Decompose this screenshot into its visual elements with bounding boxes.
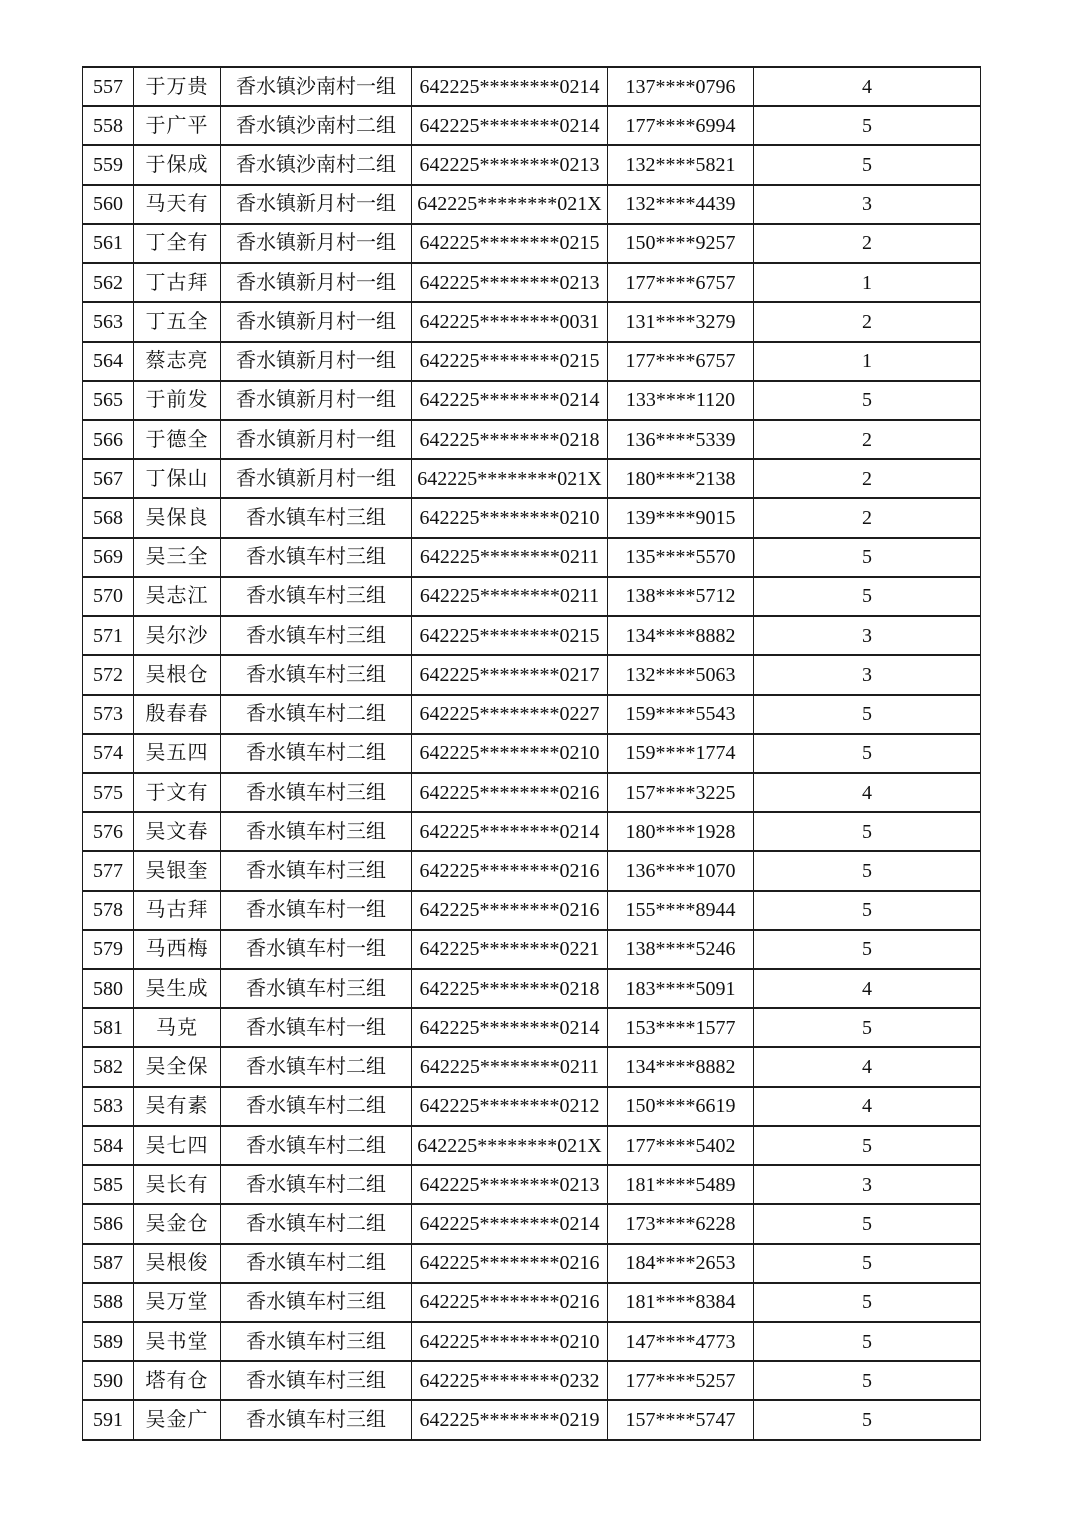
cell-serial-number: 565 bbox=[83, 381, 134, 420]
cell-person-name: 于德全 bbox=[134, 420, 221, 459]
cell-id-number: 642225********0216 bbox=[412, 1283, 608, 1322]
cell-count: 5 bbox=[754, 851, 981, 890]
cell-address: 香水镇车村二组 bbox=[221, 1126, 412, 1165]
cell-id-number: 642225********0219 bbox=[412, 1400, 608, 1440]
cell-serial-number: 562 bbox=[83, 263, 134, 302]
cell-serial-number: 569 bbox=[83, 538, 134, 577]
table-row bbox=[83, 381, 981, 420]
cell-phone-number: 173****6228 bbox=[608, 1204, 754, 1243]
cell-address: 香水镇车村三组 bbox=[221, 577, 412, 616]
cell-phone-number: 136****1070 bbox=[608, 851, 754, 890]
cell-phone-number: 139****9015 bbox=[608, 498, 754, 537]
table-row bbox=[83, 342, 981, 381]
cell-id-number: 642225********0214 bbox=[412, 1008, 608, 1047]
cell-phone-number: 181****5489 bbox=[608, 1165, 754, 1204]
cell-id-number: 642225********0214 bbox=[412, 812, 608, 851]
cell-person-name: 吴长有 bbox=[134, 1165, 221, 1204]
cell-id-number: 642225********0213 bbox=[412, 1165, 608, 1204]
cell-id-number: 642225********0218 bbox=[412, 420, 608, 459]
cell-serial-number: 557 bbox=[83, 67, 134, 106]
cell-count: 2 bbox=[754, 224, 981, 263]
cell-serial-number: 579 bbox=[83, 930, 134, 969]
table-row bbox=[83, 1087, 981, 1126]
cell-phone-number: 177****5257 bbox=[608, 1361, 754, 1400]
cell-id-number: 642225********021X bbox=[412, 459, 608, 498]
cell-address: 香水镇车村二组 bbox=[221, 1047, 412, 1086]
table-row bbox=[83, 577, 981, 616]
cell-person-name: 于广平 bbox=[134, 106, 221, 145]
cell-person-name: 马天有 bbox=[134, 185, 221, 224]
cell-address: 香水镇新月村一组 bbox=[221, 420, 412, 459]
cell-id-number: 642225********0216 bbox=[412, 891, 608, 930]
cell-id-number: 642225********021X bbox=[412, 185, 608, 224]
cell-address: 香水镇车村三组 bbox=[221, 1322, 412, 1361]
cell-serial-number: 583 bbox=[83, 1087, 134, 1126]
cell-address: 香水镇车村一组 bbox=[221, 891, 412, 930]
cell-count: 5 bbox=[754, 538, 981, 577]
cell-person-name: 吴根俊 bbox=[134, 1244, 221, 1283]
cell-count: 2 bbox=[754, 420, 981, 459]
cell-person-name: 吴全保 bbox=[134, 1047, 221, 1086]
cell-phone-number: 134****8882 bbox=[608, 1047, 754, 1086]
cell-person-name: 丁全有 bbox=[134, 224, 221, 263]
table-row bbox=[83, 1047, 981, 1086]
cell-serial-number: 589 bbox=[83, 1322, 134, 1361]
cell-person-name: 马西梅 bbox=[134, 930, 221, 969]
cell-address: 香水镇车村三组 bbox=[221, 1283, 412, 1322]
cell-phone-number: 153****1577 bbox=[608, 1008, 754, 1047]
cell-person-name: 丁五全 bbox=[134, 302, 221, 341]
cell-serial-number: 558 bbox=[83, 106, 134, 145]
cell-id-number: 642225********0232 bbox=[412, 1361, 608, 1400]
cell-count: 1 bbox=[754, 342, 981, 381]
cell-person-name: 吴文春 bbox=[134, 812, 221, 851]
cell-phone-number: 132****5821 bbox=[608, 145, 754, 184]
cell-count: 5 bbox=[754, 577, 981, 616]
cell-id-number: 642225********0215 bbox=[412, 342, 608, 381]
cell-id-number: 642225********0214 bbox=[412, 1204, 608, 1243]
cell-address: 香水镇新月村一组 bbox=[221, 302, 412, 341]
cell-count: 4 bbox=[754, 969, 981, 1008]
cell-phone-number: 155****8944 bbox=[608, 891, 754, 930]
cell-id-number: 642225********0216 bbox=[412, 773, 608, 812]
cell-serial-number: 591 bbox=[83, 1400, 134, 1440]
cell-phone-number: 183****5091 bbox=[608, 969, 754, 1008]
table-row bbox=[83, 420, 981, 459]
cell-serial-number: 578 bbox=[83, 891, 134, 930]
cell-address: 香水镇车村三组 bbox=[221, 616, 412, 655]
cell-phone-number: 180****1928 bbox=[608, 812, 754, 851]
table-row bbox=[83, 695, 981, 734]
cell-serial-number: 567 bbox=[83, 459, 134, 498]
cell-person-name: 吴保良 bbox=[134, 498, 221, 537]
cell-id-number: 642225********0210 bbox=[412, 498, 608, 537]
cell-id-number: 642225********0218 bbox=[412, 969, 608, 1008]
cell-phone-number: 157****3225 bbox=[608, 773, 754, 812]
table-row bbox=[83, 302, 981, 341]
cell-id-number: 642225********0227 bbox=[412, 695, 608, 734]
cell-id-number: 642225********0216 bbox=[412, 1244, 608, 1283]
table-row bbox=[83, 185, 981, 224]
cell-person-name: 马古拜 bbox=[134, 891, 221, 930]
cell-phone-number: 133****1120 bbox=[608, 381, 754, 420]
cell-address: 香水镇新月村一组 bbox=[221, 263, 412, 302]
cell-serial-number: 588 bbox=[83, 1283, 134, 1322]
cell-address: 香水镇车村二组 bbox=[221, 1244, 412, 1283]
table-row bbox=[83, 224, 981, 263]
cell-id-number: 642225********0211 bbox=[412, 538, 608, 577]
cell-phone-number: 180****2138 bbox=[608, 459, 754, 498]
cell-serial-number: 559 bbox=[83, 145, 134, 184]
cell-count: 5 bbox=[754, 1008, 981, 1047]
table-row bbox=[83, 1322, 981, 1361]
cell-count: 3 bbox=[754, 1165, 981, 1204]
cell-person-name: 吴五四 bbox=[134, 734, 221, 773]
cell-phone-number: 177****6994 bbox=[608, 106, 754, 145]
cell-address: 香水镇车村三组 bbox=[221, 538, 412, 577]
cell-address: 香水镇车村二组 bbox=[221, 1087, 412, 1126]
cell-person-name: 丁古拜 bbox=[134, 263, 221, 302]
cell-count: 5 bbox=[754, 1244, 981, 1283]
cell-person-name: 吴生成 bbox=[134, 969, 221, 1008]
cell-id-number: 642225********0215 bbox=[412, 616, 608, 655]
cell-id-number: 642225********021X bbox=[412, 1126, 608, 1165]
cell-serial-number: 566 bbox=[83, 420, 134, 459]
roster-body bbox=[83, 67, 981, 1440]
cell-serial-number: 574 bbox=[83, 734, 134, 773]
cell-person-name: 于万贵 bbox=[134, 67, 221, 106]
cell-person-name: 于前发 bbox=[134, 381, 221, 420]
cell-address: 香水镇车村二组 bbox=[221, 1165, 412, 1204]
cell-person-name: 于文有 bbox=[134, 773, 221, 812]
cell-id-number: 642225********0210 bbox=[412, 1322, 608, 1361]
cell-serial-number: 570 bbox=[83, 577, 134, 616]
cell-count: 4 bbox=[754, 1087, 981, 1126]
cell-phone-number: 177****5402 bbox=[608, 1126, 754, 1165]
cell-serial-number: 568 bbox=[83, 498, 134, 537]
cell-address: 香水镇沙南村二组 bbox=[221, 106, 412, 145]
table-row bbox=[83, 106, 981, 145]
table-row bbox=[83, 1361, 981, 1400]
cell-address: 香水镇车村二组 bbox=[221, 695, 412, 734]
cell-serial-number: 581 bbox=[83, 1008, 134, 1047]
cell-address: 香水镇车村三组 bbox=[221, 773, 412, 812]
table-row bbox=[83, 851, 981, 890]
cell-count: 3 bbox=[754, 616, 981, 655]
cell-person-name: 吴金广 bbox=[134, 1400, 221, 1440]
cell-person-name: 吴志江 bbox=[134, 577, 221, 616]
cell-phone-number: 150****9257 bbox=[608, 224, 754, 263]
cell-serial-number: 563 bbox=[83, 302, 134, 341]
cell-address: 香水镇车村二组 bbox=[221, 1204, 412, 1243]
cell-person-name: 吴尔沙 bbox=[134, 616, 221, 655]
cell-count: 5 bbox=[754, 1283, 981, 1322]
cell-phone-number: 177****6757 bbox=[608, 342, 754, 381]
cell-person-name: 吴根仓 bbox=[134, 655, 221, 694]
cell-id-number: 642225********0213 bbox=[412, 145, 608, 184]
cell-person-name: 殷春春 bbox=[134, 695, 221, 734]
cell-phone-number: 138****5712 bbox=[608, 577, 754, 616]
roster-table bbox=[82, 66, 981, 1441]
cell-phone-number: 147****4773 bbox=[608, 1322, 754, 1361]
cell-phone-number: 159****1774 bbox=[608, 734, 754, 773]
cell-phone-number: 135****5570 bbox=[608, 538, 754, 577]
cell-count: 2 bbox=[754, 302, 981, 341]
cell-address: 香水镇车村三组 bbox=[221, 851, 412, 890]
cell-person-name: 吴银奎 bbox=[134, 851, 221, 890]
cell-id-number: 642225********0215 bbox=[412, 224, 608, 263]
cell-person-name: 吴金仓 bbox=[134, 1204, 221, 1243]
cell-phone-number: 132****4439 bbox=[608, 185, 754, 224]
cell-person-name: 吴七四 bbox=[134, 1126, 221, 1165]
cell-phone-number: 181****8384 bbox=[608, 1283, 754, 1322]
cell-serial-number: 586 bbox=[83, 1204, 134, 1243]
cell-id-number: 642225********0212 bbox=[412, 1087, 608, 1126]
cell-id-number: 642225********0217 bbox=[412, 655, 608, 694]
cell-id-number: 642225********0211 bbox=[412, 577, 608, 616]
cell-id-number: 642225********0221 bbox=[412, 930, 608, 969]
table-row bbox=[83, 930, 981, 969]
cell-address: 香水镇新月村一组 bbox=[221, 459, 412, 498]
cell-count: 5 bbox=[754, 734, 981, 773]
cell-address: 香水镇车村一组 bbox=[221, 930, 412, 969]
cell-address: 香水镇新月村一组 bbox=[221, 342, 412, 381]
table-row bbox=[83, 538, 981, 577]
cell-phone-number: 136****5339 bbox=[608, 420, 754, 459]
cell-serial-number: 573 bbox=[83, 695, 134, 734]
table-row bbox=[83, 812, 981, 851]
table-row bbox=[83, 1283, 981, 1322]
cell-person-name: 蔡志亮 bbox=[134, 342, 221, 381]
cell-phone-number: 131****3279 bbox=[608, 302, 754, 341]
cell-person-name: 吴万堂 bbox=[134, 1283, 221, 1322]
cell-count: 5 bbox=[754, 1204, 981, 1243]
cell-address: 香水镇车村一组 bbox=[221, 1008, 412, 1047]
cell-count: 5 bbox=[754, 381, 981, 420]
cell-id-number: 642225********0216 bbox=[412, 851, 608, 890]
cell-serial-number: 561 bbox=[83, 224, 134, 263]
cell-phone-number: 150****6619 bbox=[608, 1087, 754, 1126]
cell-count: 5 bbox=[754, 930, 981, 969]
cell-id-number: 642225********0214 bbox=[412, 106, 608, 145]
cell-id-number: 642225********0031 bbox=[412, 302, 608, 341]
cell-count: 5 bbox=[754, 1400, 981, 1440]
cell-phone-number: 159****5543 bbox=[608, 695, 754, 734]
cell-phone-number: 138****5246 bbox=[608, 930, 754, 969]
cell-count: 5 bbox=[754, 1361, 981, 1400]
cell-count: 5 bbox=[754, 695, 981, 734]
cell-person-name: 丁保山 bbox=[134, 459, 221, 498]
table-row bbox=[83, 263, 981, 302]
cell-id-number: 642225********0213 bbox=[412, 263, 608, 302]
cell-address: 香水镇车村三组 bbox=[221, 655, 412, 694]
cell-address: 香水镇车村三组 bbox=[221, 969, 412, 1008]
cell-serial-number: 587 bbox=[83, 1244, 134, 1283]
cell-id-number: 642225********0211 bbox=[412, 1047, 608, 1086]
cell-count: 5 bbox=[754, 145, 981, 184]
cell-count: 5 bbox=[754, 1322, 981, 1361]
table-row bbox=[83, 734, 981, 773]
cell-count: 5 bbox=[754, 891, 981, 930]
table-row bbox=[83, 1008, 981, 1047]
cell-id-number: 642225********0214 bbox=[412, 381, 608, 420]
cell-serial-number: 572 bbox=[83, 655, 134, 694]
cell-address: 香水镇新月村一组 bbox=[221, 185, 412, 224]
cell-id-number: 642225********0210 bbox=[412, 734, 608, 773]
cell-address: 香水镇沙南村一组 bbox=[221, 67, 412, 106]
cell-person-name: 马克 bbox=[134, 1008, 221, 1047]
cell-serial-number: 585 bbox=[83, 1165, 134, 1204]
cell-count: 2 bbox=[754, 459, 981, 498]
table-row bbox=[83, 498, 981, 537]
table-row bbox=[83, 773, 981, 812]
cell-phone-number: 134****8882 bbox=[608, 616, 754, 655]
cell-phone-number: 177****6757 bbox=[608, 263, 754, 302]
table-row bbox=[83, 1126, 981, 1165]
table-row bbox=[83, 1400, 981, 1440]
cell-address: 香水镇新月村一组 bbox=[221, 381, 412, 420]
cell-person-name: 于保成 bbox=[134, 145, 221, 184]
table-row bbox=[83, 145, 981, 184]
table-row bbox=[83, 459, 981, 498]
cell-serial-number: 564 bbox=[83, 342, 134, 381]
cell-count: 5 bbox=[754, 812, 981, 851]
cell-address: 香水镇沙南村二组 bbox=[221, 145, 412, 184]
cell-phone-number: 132****5063 bbox=[608, 655, 754, 694]
cell-person-name: 吴有素 bbox=[134, 1087, 221, 1126]
cell-count: 4 bbox=[754, 1047, 981, 1086]
cell-serial-number: 571 bbox=[83, 616, 134, 655]
cell-serial-number: 580 bbox=[83, 969, 134, 1008]
cell-address: 香水镇车村二组 bbox=[221, 734, 412, 773]
cell-count: 3 bbox=[754, 655, 981, 694]
cell-count: 4 bbox=[754, 773, 981, 812]
cell-serial-number: 582 bbox=[83, 1047, 134, 1086]
cell-serial-number: 584 bbox=[83, 1126, 134, 1165]
cell-count: 2 bbox=[754, 498, 981, 537]
cell-address: 香水镇车村三组 bbox=[221, 812, 412, 851]
cell-phone-number: 157****5747 bbox=[608, 1400, 754, 1440]
cell-address: 香水镇车村三组 bbox=[221, 498, 412, 537]
cell-serial-number: 560 bbox=[83, 185, 134, 224]
cell-serial-number: 575 bbox=[83, 773, 134, 812]
cell-address: 香水镇车村三组 bbox=[221, 1361, 412, 1400]
cell-serial-number: 576 bbox=[83, 812, 134, 851]
cell-serial-number: 590 bbox=[83, 1361, 134, 1400]
cell-person-name: 塔有仓 bbox=[134, 1361, 221, 1400]
table-row bbox=[83, 1165, 981, 1204]
cell-person-name: 吴三全 bbox=[134, 538, 221, 577]
cell-person-name: 吴书堂 bbox=[134, 1322, 221, 1361]
cell-id-number: 642225********0214 bbox=[412, 67, 608, 106]
cell-count: 1 bbox=[754, 263, 981, 302]
cell-count: 5 bbox=[754, 106, 981, 145]
cell-serial-number: 577 bbox=[83, 851, 134, 890]
table-row bbox=[83, 655, 981, 694]
table-row bbox=[83, 616, 981, 655]
cell-count: 3 bbox=[754, 185, 981, 224]
cell-phone-number: 184****2653 bbox=[608, 1244, 754, 1283]
cell-count: 5 bbox=[754, 1126, 981, 1165]
cell-address: 香水镇车村三组 bbox=[221, 1400, 412, 1440]
cell-phone-number: 137****0796 bbox=[608, 67, 754, 106]
table-row bbox=[83, 67, 981, 106]
table-row bbox=[83, 891, 981, 930]
table-row bbox=[83, 1204, 981, 1243]
cell-address: 香水镇新月村一组 bbox=[221, 224, 412, 263]
table-row bbox=[83, 1244, 981, 1283]
cell-count: 4 bbox=[754, 67, 981, 106]
table-row bbox=[83, 969, 981, 1008]
